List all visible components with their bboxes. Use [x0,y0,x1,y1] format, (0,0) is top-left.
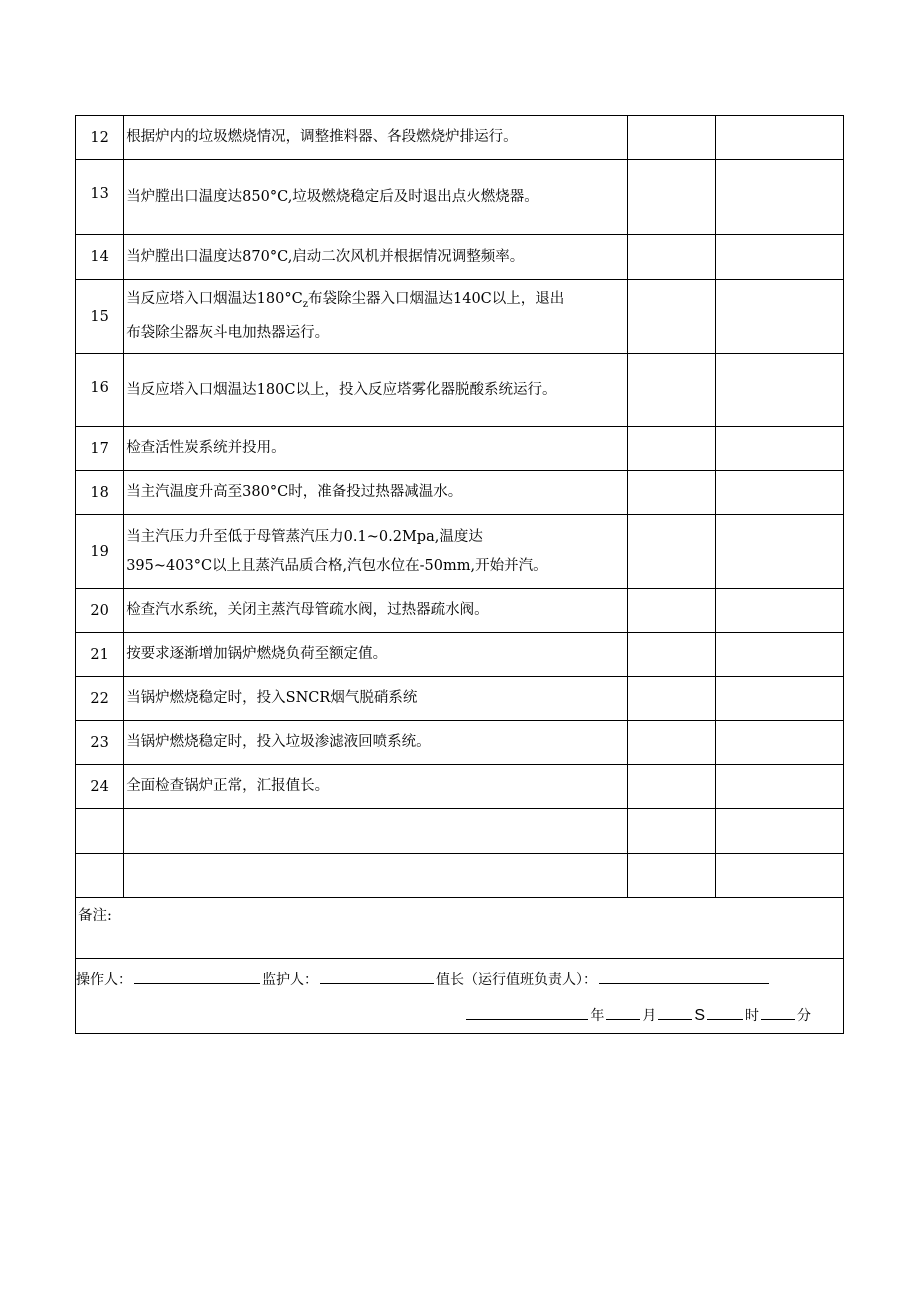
minute-label: 分 [797,1008,811,1024]
step-number: 16 [76,354,124,427]
step-number: 23 [76,721,124,765]
step-number: 21 [76,633,124,677]
step-description: 当炉膛出口温度达870°C,启动二次风机并根据情况调整频率。 [124,235,628,280]
remark-cell[interactable] [716,235,844,280]
shift-leader-field[interactable] [599,969,769,984]
table-row [76,677,844,721]
step-number: 13 [76,160,124,235]
check-cell[interactable] [628,854,716,898]
step-number-empty[interactable] [76,809,124,854]
remark-label: 备注: [78,908,112,924]
step-description-empty[interactable] [124,854,628,898]
step-description: 当反应塔入口烟温达180C以上，投入反应塔雾化器脱酸系统运行。 [124,354,628,427]
step-number: 22 [76,677,124,721]
table-row [76,633,844,677]
remark-cell[interactable] [716,854,844,898]
day-field-left[interactable] [658,1005,692,1020]
remark-cell[interactable] [716,515,844,589]
step-description: 全面检查锅炉正常，汇报值长。 [124,765,628,809]
table-row [76,515,844,589]
procedure-table [75,115,844,1034]
signature-line [76,969,771,989]
date-line [464,1005,811,1025]
step-number: 15 [76,280,124,354]
remark-cell[interactable] [716,116,844,160]
check-cell[interactable] [628,235,716,280]
step-number: 12 [76,116,124,160]
step-description: 当主汽温度升高至380°C时，准备投过热器减温水。 [124,471,628,515]
check-cell[interactable] [628,160,716,235]
check-cell[interactable] [628,116,716,160]
remark-cell[interactable] [716,589,844,633]
year-label: 年 [590,1008,605,1024]
table-row [76,280,844,354]
table-row [76,116,844,160]
step-text-line1: 当反应塔入口烟温达180°C [126,291,303,308]
check-cell[interactable] [628,280,716,354]
table-row [76,721,844,765]
year-field[interactable] [466,1005,588,1020]
table-row [76,427,844,471]
check-cell[interactable] [628,427,716,471]
check-cell[interactable] [628,354,716,427]
step-description [124,515,628,589]
step-number: 17 [76,427,124,471]
month-field[interactable] [606,1005,640,1020]
step-number: 24 [76,765,124,809]
table-row [76,471,844,515]
check-cell[interactable] [628,765,716,809]
remark-cell[interactable] [716,721,844,765]
hour-field[interactable] [761,1005,795,1020]
step-text-subscript: z [302,298,308,310]
step-text-line1b: 布袋除尘器入口烟温达140C以上，退出 [308,291,565,308]
signature-row [76,959,844,1034]
operator-label: 操作人： [76,972,132,988]
guardian-field[interactable] [320,969,434,984]
day-field-right[interactable] [707,1005,743,1020]
remark-field[interactable] [76,898,844,959]
table-row [76,160,844,235]
table-row-empty [76,809,844,854]
step-description: 当炉膛出口温度达850°C,垃圾燃烧稳定后及时退出点火燃烧器。 [124,160,628,235]
remark-cell[interactable] [716,280,844,354]
step-description: 当锅炉燃烧稳定时，投入垃圾渗滤液回喷系统。 [124,721,628,765]
step-description [124,280,628,354]
step-text-line2: 395~403°C以上且蒸汽品质合格,汽包水位在-50mm,开始并汽。 [126,557,548,574]
table-row [76,235,844,280]
check-cell[interactable] [628,721,716,765]
check-cell[interactable] [628,677,716,721]
guardian-label: 监护人： [262,972,318,988]
remark-cell[interactable] [716,765,844,809]
remark-row [76,898,844,959]
remark-cell[interactable] [716,677,844,721]
check-cell[interactable] [628,471,716,515]
step-description: 根据炉内的垃圾燃烧情况，调整推料器、各段燃烧炉排运行。 [124,116,628,160]
step-number: 20 [76,589,124,633]
remark-cell[interactable] [716,633,844,677]
remark-cell[interactable] [716,160,844,235]
signature-area [76,959,844,1034]
step-number: 19 [76,515,124,589]
step-description: 检查活性炭系统并投用。 [124,427,628,471]
remark-cell[interactable] [716,354,844,427]
month-label: 月 [642,1008,657,1024]
check-cell[interactable] [628,633,716,677]
remark-cell[interactable] [716,471,844,515]
day-label: S [694,1007,705,1024]
remark-cell[interactable] [716,809,844,854]
table-row [76,354,844,427]
check-cell[interactable] [628,589,716,633]
step-description: 按要求逐渐增加锅炉燃烧负荷至额定值。 [124,633,628,677]
table-row-empty [76,854,844,898]
step-number: 14 [76,235,124,280]
shift-leader-label: 值长（运行值班负责人）： [436,972,597,988]
remark-cell[interactable] [716,427,844,471]
table-row [76,765,844,809]
step-number-empty[interactable] [76,854,124,898]
step-number: 18 [76,471,124,515]
step-text-line1: 当主汽压力升至低于母管蒸汽压力0.1~0.2Mpa,温度达 [126,528,483,545]
step-text-line2: 布袋除尘器灰斗电加热器运行。 [126,324,330,341]
hour-label: 时 [745,1008,759,1024]
step-description: 当锅炉燃烧稳定时，投入SNCR烟气脱硝系统 [124,677,628,721]
check-cell[interactable] [628,809,716,854]
step-description: 检查汽水系统，关闭主蒸汽母管疏水阀，过热器疏水阀。 [124,589,628,633]
check-cell[interactable] [628,515,716,589]
operator-field[interactable] [134,969,260,984]
table-row [76,589,844,633]
step-description-empty[interactable] [124,809,628,854]
